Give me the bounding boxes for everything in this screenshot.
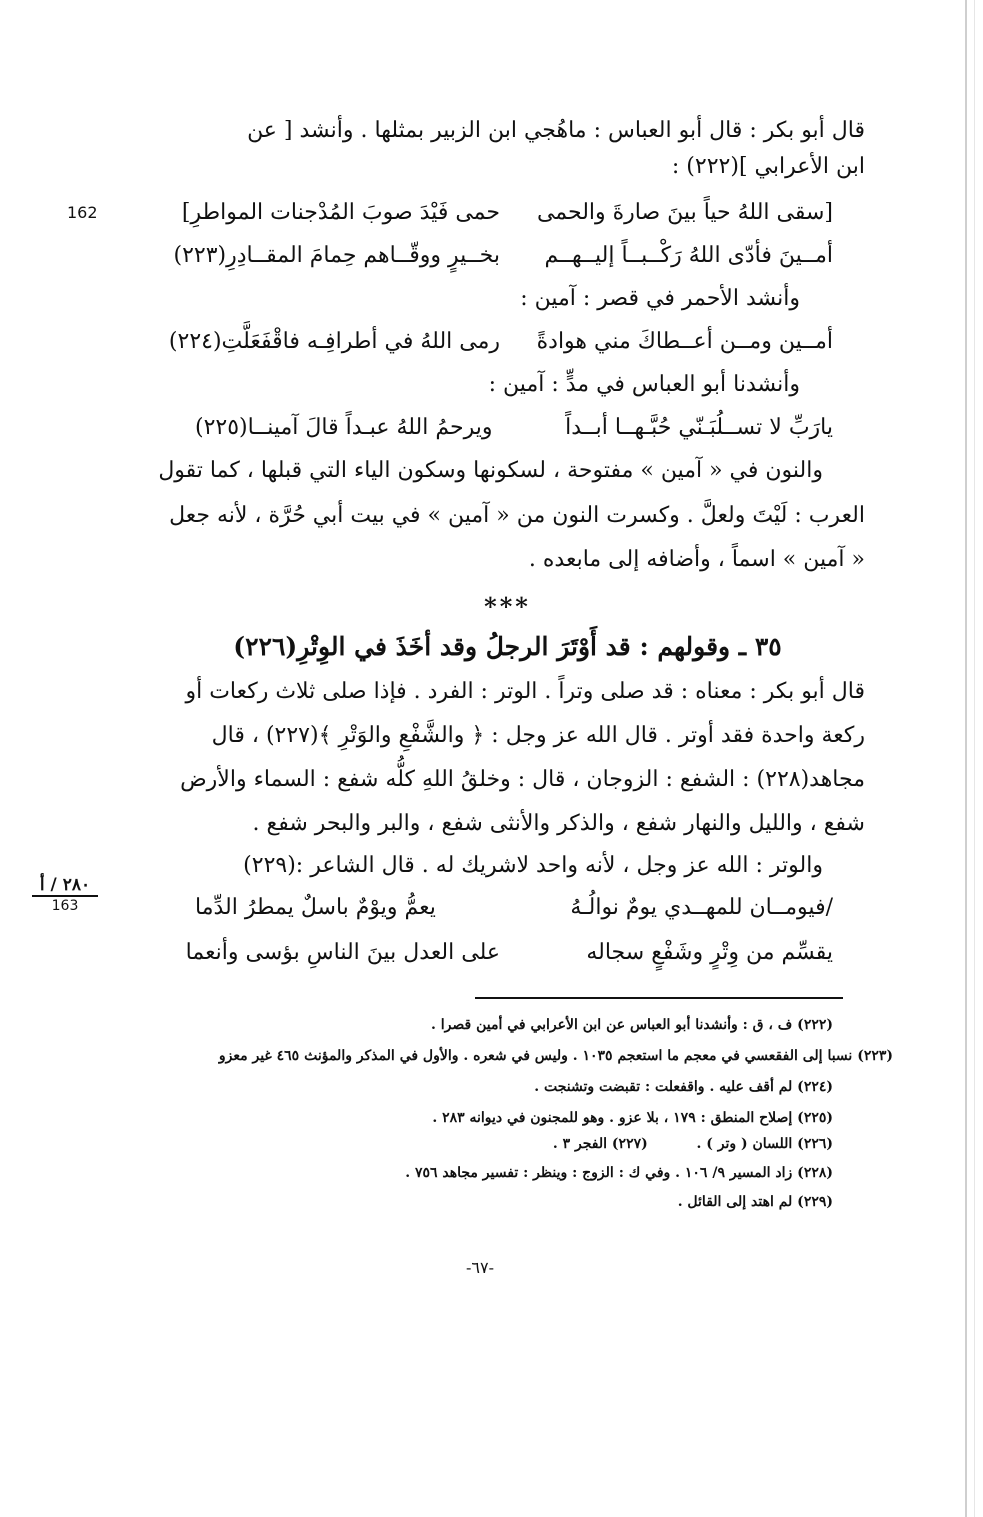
footnote-rule [475,997,843,999]
footnote-223: (٢٢٣) نسبا إلى الفقعسي في معجم ما استعجم ١٠٣٥ . وليس في شعره . والأول في المذكر والمؤنث ٤٦٥ غير معزو [218,1048,893,1064]
footnote-228: (٢٢٨) زاد المسير ٩/ ١٠٦ . وفي ك : الزوج : وينظر : تفسير مجاهد ٧٥٦ . [405,1165,833,1181]
footnote-225: (٢٢٥) إصلاح المنطق : ١٧٩ ، بلا عزو . وهو للمجنون في ديوانه ٢٨٣ . [432,1110,833,1126]
footnote-226-227: (٢٢٦) اللسان ( وتر ) . (٢٢٧) الفجر ٣ . [552,1136,833,1152]
body-line-2: ابن الأعرابي ](٢٢٢) : [671,154,865,179]
paragraph-line-1: والنون في « آمين » مفتوحة ، لسكونها وسكون الياء التي قبلها ، كما تقول [158,458,823,483]
verse-3-second-hemistich: رمى اللهُ في أطرافِـه فاقْفَعَلَّتِ(٢٢٤) [168,329,500,354]
paragraph-line-2: العرب : لَيْتَ ولعلَّ . وكسرت النون من « آمين » في بيت أبي حُرَّة ، لأنه جعل [169,503,865,528]
section-separator: *** [484,592,531,621]
page-edge [965,0,967,1517]
footnote-222: (٢٢٢) ف ، ق : وأنشدنا أبو العباس عن ابن الأعرابي في أمين قصرا . [431,1017,833,1033]
section-line-2: ركعة واحدة فقد أوتر . قال الله عز وجل : ﴿ والشَّفْعِ والوَتْرِ ﴾(٢٢٧) ، قال [211,723,865,748]
paragraph-line-3: « آمين » اسماً ، وأضافه إلى مابعده . [528,547,865,572]
page-number: -٦٧- [466,1258,494,1277]
section-line-1: قال أبو بكر : معناه : قد صلى وتراً . الوتر : الفرد . فإذا صلى ثلاث ركعات أو [185,679,865,704]
section-heading: ٣٥ ـ وقولهم : قد أَوْتَرَ الرجلُ وقد أخَذَ في الوِتْرِ(٢٢٦) [233,632,782,661]
footnote-229: (٢٢٩) لم اهتد إلى القائل . [677,1194,833,1210]
verse-6-second-hemistich: على العدل بينَ الناسِ بؤسى وأنعما [185,940,500,965]
verse-1-second-hemistich: حمى فَيْدَ صوبَ المُدْجنات المواطرِ] [181,200,500,225]
verse-3-first-hemistich: أمــين ومــن أعــطاكَ مني هوادةً [536,329,833,354]
folio-page-number: 163 [51,898,79,914]
body-line-4: وأنشدنا أبو العباس في مدٍّ : آمين : [488,372,800,397]
section-line-3: مجاهد(٢٢٨) : الشفع : الزوجان ، قال : وخلقُ اللهِ كلُّه شفع : السماء والأرض [180,767,865,792]
verse-2-first-hemistich: أمــينَ فأدّى اللهُ رَكْــبــاً إليــهــم [544,243,833,268]
folio-number: ٢٨٠ / أ [32,875,98,897]
footnote-224: (٢٢٤) لم أقف عليه . واقفعلت : تقبضت وتشنجت . [534,1079,833,1095]
body-line-3: وأنشد الأحمر في قصر : آمين : [520,286,800,311]
section-line-4: شفع ، والليل والنهار شفع ، والذكر والأنثى شفع ، والبر والبحر شفع . [252,811,865,836]
section-line-5: والوتر : الله عز وجل ، لأنه واحد لاشريك له . قال الشاعر :(٢٢٩) [243,853,823,878]
verse-5-second-hemistich: يعمُّ ويوْمٌ باسلٌ يمطرُ الدِّما [195,895,436,920]
verse-6-first-hemistich: يقسِّم من وِتْرٍ وشَفْعٍ سجاله [586,940,833,965]
verse-5-first-hemistich: /فيومــان للمهــدي يومٌ نوالُـهُ [570,895,833,920]
page-edge-inner [974,0,975,1517]
margin-page-number: 162 [67,203,98,222]
body-line-1: قال أبو بكر : قال أبو العباس : ماهُجي ابن الزبير بمثلها . وأنشد [ عن [247,118,865,143]
verse-4-first-hemistich: يارَبِّ لا تســلُبَـنّي حُبَّـهــا أبــداً [565,415,833,440]
verse-2-second-hemistich: بخــيرٍ ووقّــاهم حِمامَ المقــادِرِ(٢٢٣) [173,243,500,268]
manuscript-folio-marker [32,875,98,915]
verse-4-second-hemistich: ويرحمُ اللهُ عبـداً قالَ آمينــا(٢٢٥) [195,415,493,440]
verse-1-first-hemistich: [سقى اللهُ حياً بينَ صارةَ والحمى [536,200,833,225]
